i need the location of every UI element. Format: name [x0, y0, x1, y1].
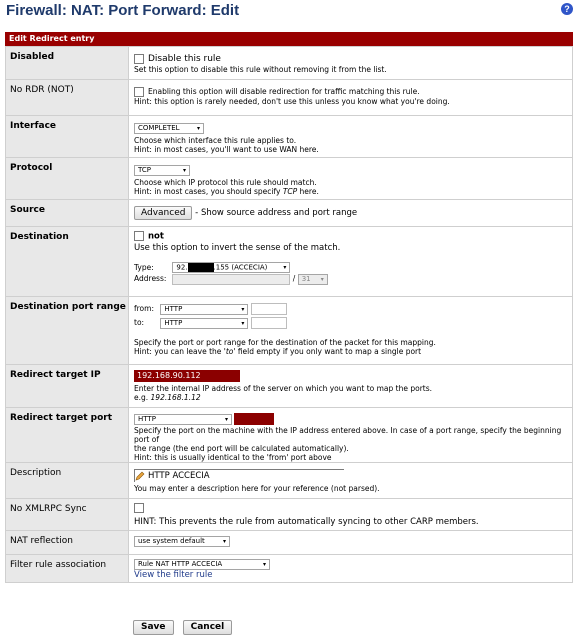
- interface-value: COMPLETEL: [138, 124, 180, 132]
- chevron-down-icon: ▾: [283, 264, 287, 271]
- slash-label: /: [292, 274, 296, 283]
- redirect-ip-input[interactable]: 192.168.90.112: [134, 370, 240, 382]
- destination-desc: Use this option to invert the sense of the match.: [134, 242, 341, 253]
- chevron-down-icon: ▾: [224, 415, 228, 423]
- xmlrpc-checkbox[interactable]: [134, 503, 144, 513]
- dest-port-desc: Specify the port or port range for the destination of the packet for this mapping.: [134, 338, 436, 347]
- destination-address-input[interactable]: [172, 274, 290, 285]
- no-rdr-hint: Hint: this option is rarely needed, don't use this unless you know what you're doing.: [134, 97, 450, 106]
- row-redirect-port: [6, 408, 573, 463]
- label-destination: Destination: [6, 227, 129, 297]
- pencil-icon: [135, 471, 145, 481]
- cancel-button[interactable]: Cancel: [183, 620, 233, 635]
- chevron-down-icon: ▾: [320, 275, 324, 283]
- to-port-select[interactable]: HTTP ▾: [160, 318, 248, 329]
- source-desc: - Show source address and port range: [195, 208, 358, 218]
- type-label: Type:: [134, 262, 154, 272]
- redacted-block: [188, 263, 214, 272]
- redirect-ip-example: e.g. 192.168.1.12: [134, 393, 201, 402]
- not-checkbox[interactable]: [134, 231, 144, 241]
- xmlrpc-hint: HINT: This prevents the rule from automatically syncing to other CARP members.: [134, 516, 479, 527]
- destination-type-select[interactable]: 92. .155 (ACCECIA) ▾: [172, 262, 290, 273]
- redirect-port-hint: Hint: this is usually identical to the 'from' port above: [134, 453, 332, 462]
- advanced-button[interactable]: Advanced: [134, 206, 192, 220]
- redirect-port-custom-input[interactable]: [234, 413, 274, 425]
- description-value: HTTP ACCECIA: [148, 471, 210, 481]
- chevron-down-icon: ▾: [241, 319, 245, 327]
- no-rdr-checkbox[interactable]: [134, 87, 144, 97]
- redirect-port-select[interactable]: HTTP ▾: [134, 414, 232, 425]
- save-button[interactable]: Save: [133, 620, 174, 635]
- chevron-down-icon: ▾: [262, 561, 266, 568]
- label-dest-port-range: Destination port range: [6, 297, 129, 365]
- protocol-desc: Choose which IP protocol this rule should match.: [134, 178, 317, 187]
- from-port-select[interactable]: HTTP ▾: [160, 304, 248, 315]
- label-xmlrpc: No XMLRPC Sync: [6, 499, 129, 531]
- label-disabled: Disabled: [6, 47, 129, 80]
- row-interface: [6, 116, 573, 158]
- dest-port-hint: Hint: you can leave the 'to' field empty if you only want to map a single port: [134, 347, 422, 356]
- filter-rule-select[interactable]: Rule NAT HTTP ACCECIA ▾: [134, 559, 270, 570]
- disable-rule-text: Disable this rule: [148, 54, 221, 64]
- interface-desc: Choose which interface this rule applies to.: [134, 136, 297, 145]
- row-destination: [6, 227, 573, 297]
- view-filter-rule-link[interactable]: View the filter rule: [134, 570, 213, 580]
- label-protocol: Protocol: [6, 158, 129, 200]
- from-label: from:: [134, 304, 154, 313]
- row-no-rdr: [6, 80, 573, 116]
- interface-select[interactable]: [134, 123, 204, 134]
- description-desc: You may enter a description here for your reference (not parsed).: [134, 484, 380, 493]
- label-no-rdr: No RDR (NOT): [6, 80, 129, 116]
- help-icon[interactable]: ?: [561, 3, 573, 15]
- description-input[interactable]: [134, 469, 344, 482]
- label-nat-reflection: NAT reflection: [6, 531, 129, 555]
- to-port-custom-input[interactable]: [251, 317, 287, 329]
- chevron-down-icon: ▾: [182, 167, 186, 174]
- row-filter-rule: [6, 555, 573, 583]
- label-filter-rule: Filter rule association: [6, 555, 129, 583]
- not-label: not: [148, 231, 164, 242]
- row-source: [6, 200, 573, 227]
- nat-reflection-select[interactable]: use system default ▾: [134, 536, 230, 547]
- from-port-custom-input[interactable]: [251, 303, 287, 315]
- label-source: Source: [6, 200, 129, 227]
- protocol-hint: Hint: in most cases, you should specify TCP here.: [134, 187, 319, 196]
- interface-hint: Hint: in most cases, you'll want to use WAN here.: [134, 145, 319, 154]
- protocol-value: TCP: [138, 166, 151, 174]
- chevron-down-icon: ▾: [222, 538, 226, 545]
- row-dest-port-range: [6, 297, 573, 365]
- label-redirect-ip: Redirect target IP: [6, 365, 129, 408]
- redirect-entry-form: [5, 46, 573, 583]
- row-description: [6, 463, 573, 499]
- row-protocol: [6, 158, 573, 200]
- row-redirect-ip: [6, 365, 573, 408]
- address-label: Address:: [134, 274, 167, 283]
- disabled-desc: Set this option to disable this rule without removing it from the list.: [134, 65, 387, 74]
- protocol-select[interactable]: [134, 165, 190, 176]
- to-label: to:: [134, 318, 145, 327]
- label-redirect-port: Redirect target port: [6, 408, 129, 463]
- label-interface: Interface: [6, 116, 129, 158]
- chevron-down-icon: ▾: [196, 125, 200, 132]
- label-description: Description: [6, 463, 129, 499]
- section-header: Edit Redirect entry: [5, 32, 573, 46]
- no-rdr-text: Enabling this option will disable redirection for traffic matching this rule.: [148, 87, 420, 96]
- disable-rule-checkbox[interactable]: [134, 54, 144, 64]
- destination-mask-select[interactable]: 31 ▾: [298, 274, 328, 285]
- redirect-port-desc2: the range (the end port will be calculated automatically).: [134, 444, 349, 453]
- row-disabled: [6, 47, 573, 80]
- row-xmlrpc: [6, 499, 573, 531]
- row-nat-reflection: [6, 531, 573, 555]
- page-title: Firewall: NAT: Port Forward: Edit: [6, 2, 240, 19]
- form-actions: [133, 614, 236, 635]
- chevron-down-icon: ▾: [241, 305, 245, 313]
- redirect-ip-desc: Enter the internal IP address of the server on which you want to map the ports.: [134, 384, 433, 393]
- redirect-port-desc1: Specify the port on the machine with the IP address entered above. In case of a port range, specify the beginning port of: [134, 426, 562, 444]
